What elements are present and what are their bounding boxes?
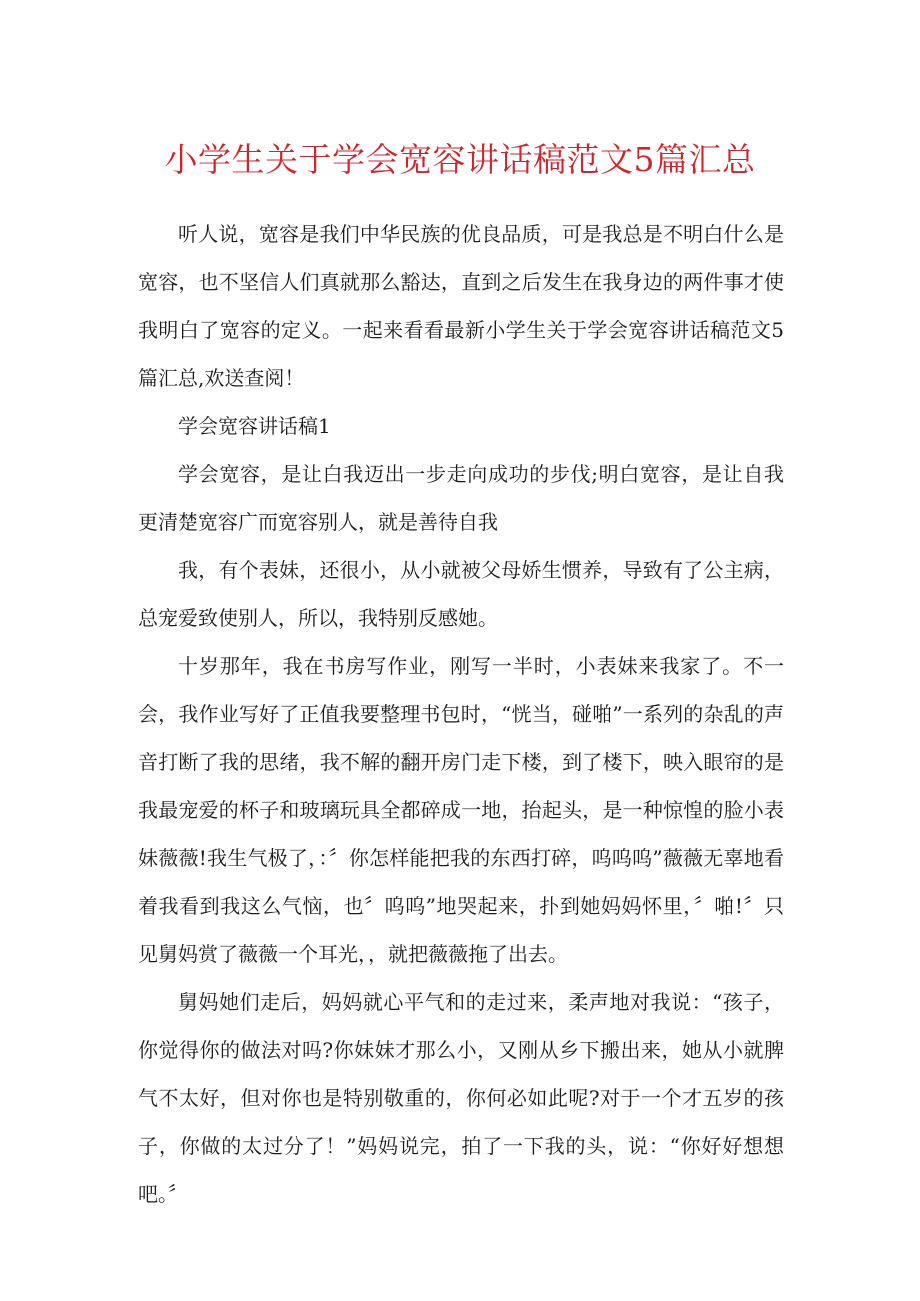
- intro-paragraph: 听人说，宽容是我们中华民族的优良品质，可是我总是不明白什么是宽容，也不坚信人们真就那么豁达，直到之后发生在我身边的两件事才使我明白了宽容的定义。一起来看看最新小学生关于学会宽容讲话稿范文5篇汇总,欢送查阅！: [138, 222, 784, 390]
- document-title: 小学生关于学会宽容讲话稿范文5篇汇总: [164, 140, 756, 179]
- document-body: [138, 210, 784, 1218]
- section-heading: 学会宽容讲话稿1: [178, 414, 331, 438]
- body-paragraph: 十岁那年，我在书房写作业，刚写一半时，小表妹来我家了。不一会，我作业写好了正值我要整理书包时，“恍当，碰啪”一系列的杂乱的声音打断了我的思绪，我不解的翻开房门走下楼，到了楼下，映入眼帘的是我最宠爱的杯子和玻璃玩具全都碎成一地，抬起头，是一种惊惶的脸小表妹薇薇!我生气极了，：〞你怎样能把我的东西打碎，呜呜呜”薇薇无辜地看着我看到我这么气恼，也〞呜呜”地哭起来，扑到她妈妈怀里，〞啪!〞只见舅妈赏了薇薇一个耳光，，就把薇薇拖了出去。: [138, 654, 784, 966]
- body-paragraph: 学会宽容，是让白我迈出一步走向成功的步伐;明白宽容，是让自我更清楚宽容广而宽容别人，就是善待自我: [138, 462, 784, 534]
- body-paragraph: 我，有个表妹，还很小，从小就被父母娇生惯养，导致有了公主病，总宠爱致使别人，所以，我特别反感她。: [138, 558, 784, 630]
- body-paragraph: 舅妈她们走后，妈妈就心平气和的走过来，柔声地对我说：“孩子，你觉得你的做法对吗?你妹妹才那么小，又刚从乡下搬出来，她从小就脾气不太好，但对你也是特别敬重的，你何必如此呢?对于一个才五岁的孩子，你做的太过分了！”妈妈说完，拍了一下我的头，说：“你好好想想吧。〞: [138, 990, 784, 1206]
